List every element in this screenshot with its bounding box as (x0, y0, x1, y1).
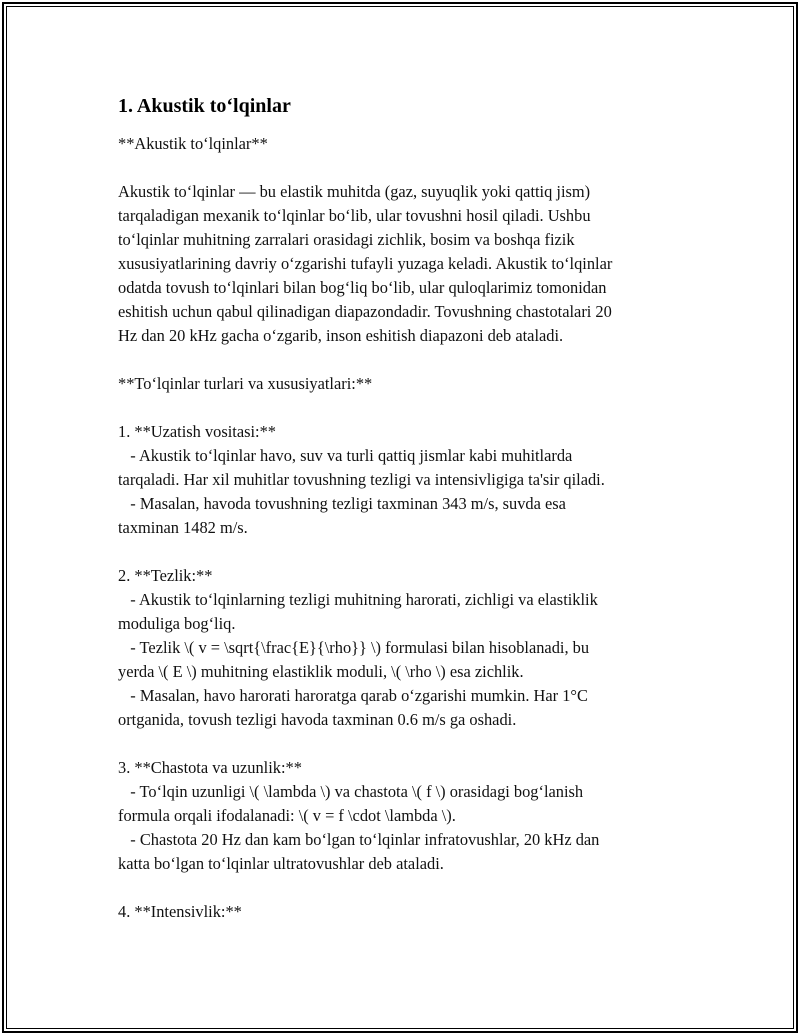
blank-line (118, 540, 678, 564)
section-title: 1. **Uzatish vositasi:** (118, 422, 276, 441)
section-3 (118, 756, 678, 876)
paragraph-line: - Masalan, havo harorati haroratga qarab o‘zgarishi mumkin. Har 1°C (118, 686, 588, 705)
paragraph-line: tarqaladigan mexanik to‘lqinlar bo‘lib, ular tovushni hosil qiladi. Ushbu (118, 206, 591, 225)
paragraph-line: formula orqali ifodalanadi: \( v = f \cdot \lambda \). (118, 806, 456, 825)
paragraph-line: eshitish uchun qabul qilinadigan diapazondadir. Tovushning chastotalari 20 (118, 302, 612, 321)
paragraph-line: taxminan 1482 m/s. (118, 518, 248, 537)
section-title: 2. **Tezlik:** (118, 566, 213, 585)
paragraph-line: - Chastota 20 Hz dan kam bo‘lgan to‘lqinlar infratovushlar, 20 kHz dan (118, 830, 600, 849)
blank-line (118, 396, 678, 420)
types-heading-line: **To‘lqinlar turlari va xususiyatlari:** (118, 374, 373, 393)
paragraph-line: tarqaladi. Har xil muhitlar tovushning tezligi va intensivligiga ta'sir qiladi. (118, 470, 605, 489)
section-1 (118, 420, 678, 540)
section-title: 3. **Chastota va uzunlik:** (118, 758, 302, 777)
section-2 (118, 564, 678, 732)
intro-paragraph (118, 180, 678, 348)
blank-line (118, 156, 678, 180)
paragraph-line: - To‘lqin uzunligi \( \lambda \) va chastota \( f \) orasidagi bog‘lanish (118, 782, 584, 801)
paragraph-line: - Masalan, havoda tovushning tezligi taxminan 343 m/s, suvda esa (118, 494, 566, 513)
paragraph-line: moduliga bog‘liq. (118, 614, 236, 633)
paragraph-line: ortganida, tovush tezligi havoda taxminan 0.6 m/s ga oshadi. (118, 710, 517, 729)
document-heading: 1. Akustik to‘lqinlar (118, 95, 291, 117)
paragraph-line: Hz dan 20 kHz gacha o‘zgarib, inson eshitish diapazoni deb ataladi. (118, 326, 564, 345)
paragraph-line: to‘lqinlar muhitning zarralari orasidagi zichlik, bosim va boshqa fizik (118, 230, 575, 249)
blank-line (118, 348, 678, 372)
paragraph-line: Akustik to‘lqinlar — bu elastik muhitda (gaz, suyuqlik yoki qattiq jism) (118, 182, 591, 201)
document-body (118, 92, 678, 924)
paragraph-line: - Akustik to‘lqinlarning tezligi muhitning harorati, zichligi va elastiklik (118, 590, 598, 609)
section-4 (118, 900, 678, 924)
paragraph-line: odatda tovush to‘lqinlari bilan bog‘liq bo‘lib, ular quloqlarimiz tomonidan (118, 278, 607, 297)
subtitle-line: **Akustik to‘lqinlar** (118, 134, 268, 153)
paragraph-line: - Tezlik \( v = \sqrt{\frac{E}{\rho}} \) formulasi bilan hisoblanadi, bu (118, 638, 590, 657)
blank-line (118, 876, 678, 900)
paragraph-line: yerda \( E \) muhitning elastiklik moduli, \( \rho \) esa zichlik. (118, 662, 524, 681)
paragraph-line: - Akustik to‘lqinlar havo, suv va turli qattiq jismlar kabi muhitlarda (118, 446, 573, 465)
paragraph-line: katta bo‘lgan to‘lqinlar ultratovushlar deb ataladi. (118, 854, 444, 873)
blank-line (118, 732, 678, 756)
paragraph-line: xususiyatlarining davriy o‘zgarishi tufayli yuzaga keladi. Akustik to‘lqinlar (118, 254, 613, 273)
section-title: 4. **Intensivlik:** (118, 902, 242, 921)
